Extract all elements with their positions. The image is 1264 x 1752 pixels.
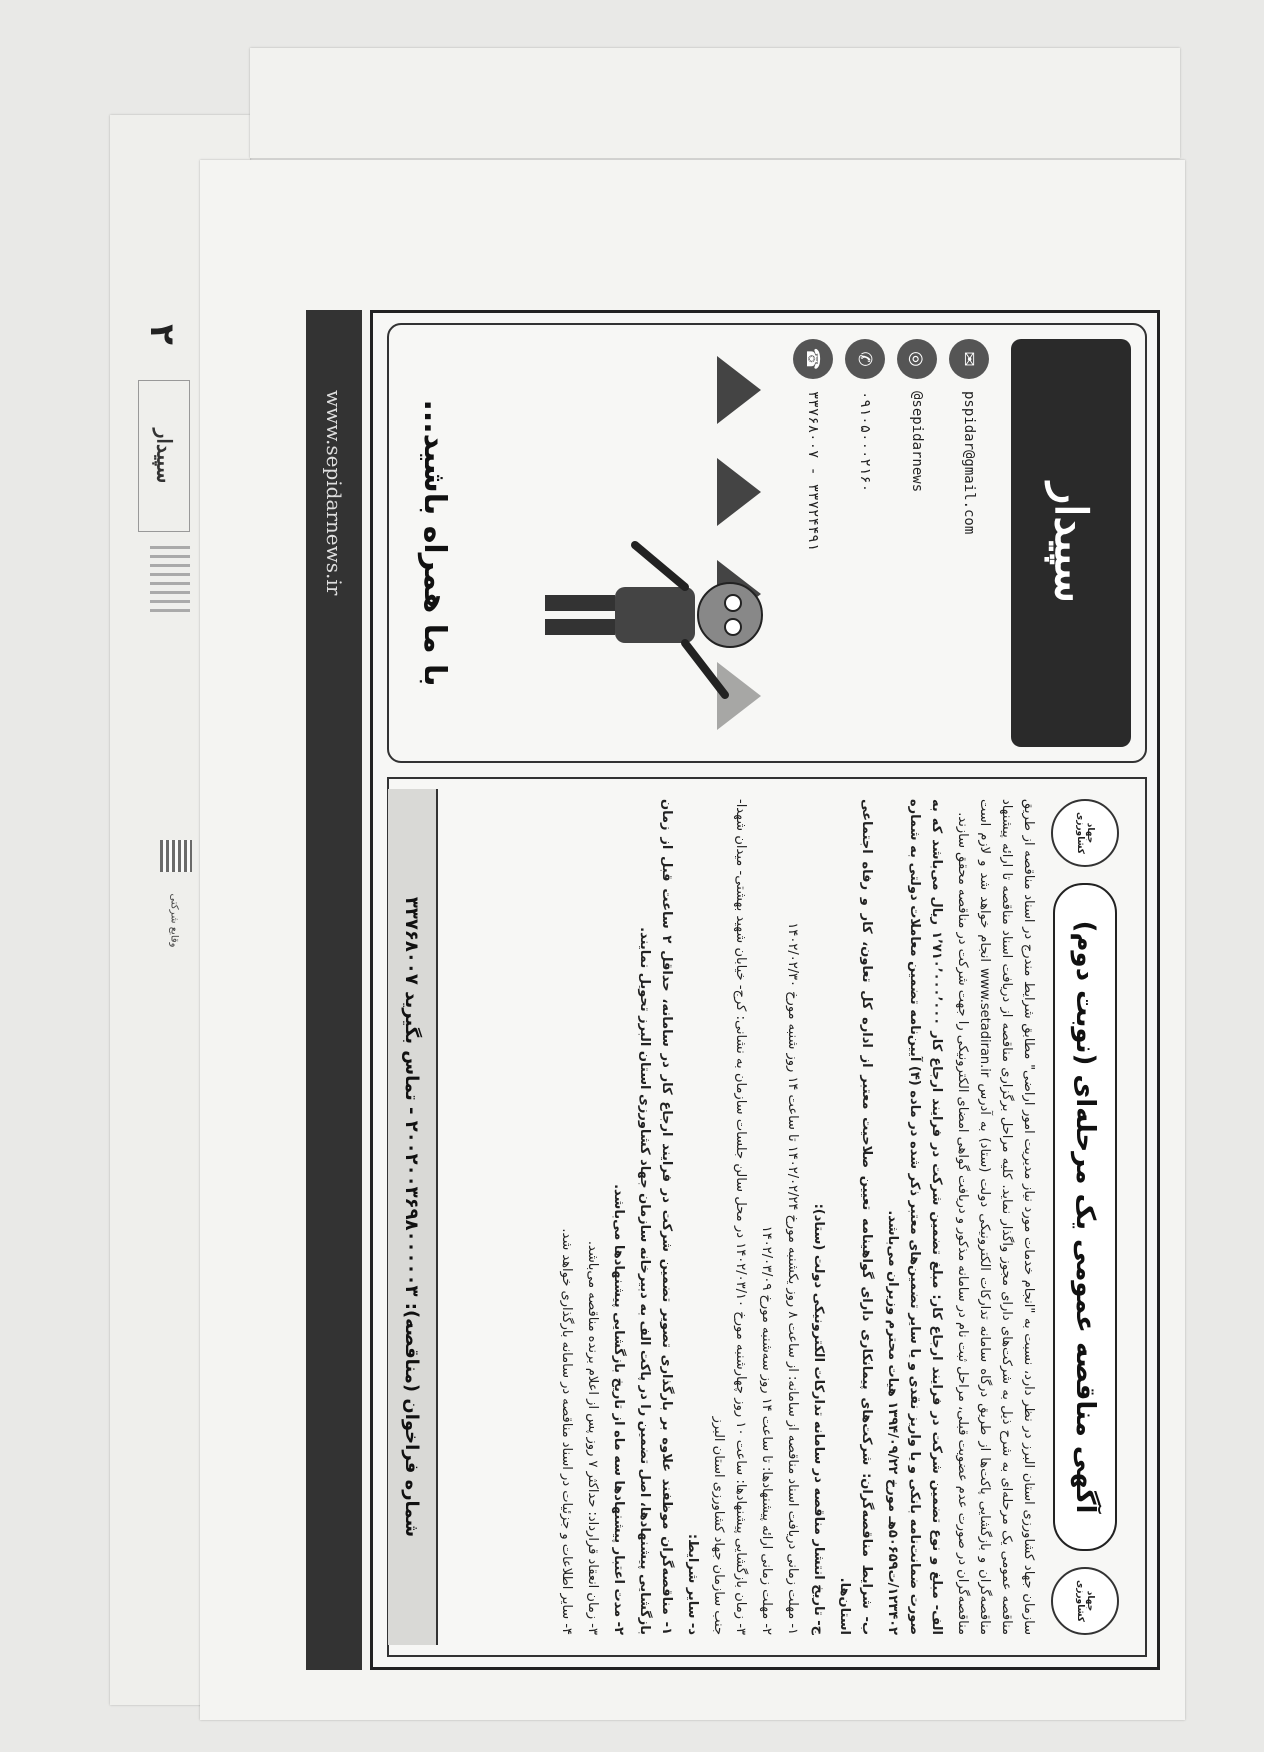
phone-icon: ☎	[793, 339, 833, 379]
contact-instagram	[891, 339, 943, 747]
contact-list	[787, 339, 995, 747]
tender-paragraph: ۲- مدت اعتبار پیشنهادها سه ماه از تاریخ بازگشایی پیشنهادها می‌باشد.	[611, 1184, 626, 1635]
tender-paragraph: ۳- زمان انعقاد قرارداد: حداکثر ۷ روز پس از اعلام برنده مناقصه می‌باشد.	[585, 1240, 600, 1635]
tender-paragraph: د- سایر شرایط:	[685, 1533, 700, 1635]
envelope-icon: ✉	[949, 339, 989, 379]
tender-paragraph: ۱- مهلت زمانی دریافت اسناد مناقصه از سامانه: از ساعت ۸ روز یکشنبه مورخ ۱۴۰۲/۰۲/۲۴ تا ساعت ۱۴ روز شنبه مورخ ۱۴۰۲/۰۲/۳۰	[785, 922, 800, 1635]
whatsapp-icon: ✆	[845, 339, 885, 379]
page-number: ۲	[142, 324, 183, 345]
tender-paragraph: ج- تاریخ انتشار مناقصه در سامانه تدارکات الکترونیکی دولت (ستاد):	[811, 1203, 826, 1635]
footer-bar	[306, 310, 362, 1670]
jihad-emblem-icon: جهاد کشاورزی	[1051, 799, 1119, 867]
tender-title: آگهی مناقصه عمومی یک مرحله‌ای (نوبت دوم)	[1053, 883, 1117, 1551]
contact-text: pspidar@gmail.com	[961, 391, 977, 535]
tender-paragraph: ۲- مهلت زمانی ارائه پیشنهادها: تا ساعت ۱۴ روز سه‌شنبه مورخ ۱۴۰۲/۰۳/۰۹	[759, 1225, 774, 1635]
triangle-icon	[717, 356, 761, 424]
newspaper-advertisement	[300, 310, 1160, 1670]
tender-paragraph: ب- شرایط مناقصه‌گران: شرکت‌های پیمانکاری دارای گواهینامه تعیین صلاحیت معتبر از اداره کل تعاون، کار و رفاه اجتماعی استان‌ها.	[837, 799, 874, 1635]
tender-paragraph: ۱- مناقصه‌گران موظفند علاوه بر بارگذاری تصویر تضمین شرکت در فرایند ارجاع کار در سامانه، حداقل ۲ ساعت قبل از زمان بازگشایی پیشنهادها، اصل تضمین را در پاکت الف به دبیرخانه سازمان جهاد کشاورزی استان البرز تحویل نمایند.	[637, 799, 674, 1635]
top-page-edge	[250, 48, 1180, 158]
contact-phone	[787, 339, 839, 747]
contact-text: ۳۳۷۶۸۰۰۷ - ۳۳۷۲۴۴۹۱	[805, 391, 821, 552]
contact-email	[943, 339, 995, 747]
tender-notice	[387, 777, 1147, 1657]
contact-whatsapp	[839, 339, 891, 747]
tender-paragraph: ۳- زمان بازگشایی پیشنهادها: ساعت ۱۰ روز چهارشنبه مورخ ۱۴۰۲/۰۳/۱۰ در محل سالن جلسات سازمان به نشانی: کرج- خیابان شهید بهشتی- میدان شهدا- جنب سازمان جهاد کشاورزی استان البرز	[711, 799, 748, 1635]
contact-text: @sepidarnews	[909, 391, 925, 493]
qr-code-icon	[160, 840, 192, 872]
contact-text: ۰۹۱۰۵۰۰۰۲۱۶۰	[857, 391, 873, 493]
call-number-bar: شماره فراخوان (مناقصه): ۲۰۰۲۰۰۳۶۹۸۰۰۰۰۰۳ - تماس بگیرید ۳۳۷۶۸۰۰۷	[388, 789, 438, 1645]
jihad-emblem-icon: جهاد کشاورزی	[1051, 1567, 1119, 1635]
person-illustration	[535, 515, 785, 715]
sepidar-logo: سپیدار	[1011, 339, 1131, 747]
ad-frame	[370, 310, 1160, 1670]
back-page-text-lines	[150, 540, 190, 870]
tender-header	[1039, 799, 1131, 1635]
tender-paragraph: سازمان جهاد کشاورزی استان البرز در نظر دارد، نسبت به "انجام خدمات مورد نیاز مدیریت امور اراضی" مطابق شرایط مندرج در اسناد مناقصه از طریق مناقصه عمومی یک مرحله‌ای به شرح ذیل به شرکت‌های دارای مجوز واگذار نماید. کلیه مراحل برگزاری مناقصه از دریافت اسناد مناقصه تا ارائه پیشنهاد مناقصه‌گران و بازگشایی پاکت‌ها از طریق درگاه سامانه تدارکات الکترونیکی دولت (ستاد) به آدرس www.setadiran.ir انجام خواهد شد و لازم است مناقصه‌گران در صورت عدم عضویت قبلی، مراحل ثبت نام در سامانه مذکور و دریافت گواهی امضای الکترونیکی را جهت شرکت در مناقصه محقق سازند.	[955, 799, 1036, 1635]
tender-paragraph: الف- مبلغ و نوع تضمین شرکت در فرایند ارجاع کار: مبلغ تضمین شرکت در فرایند ارجاع کار ۱٬۷۱۰٬۰۰۰٬۰۰۰ ریال می‌باشد که به صورت ضمانت‌نامه بانکی و یا واریز نقدی و یا سایر تضمین‌های معتبر ذکر شده در ماده (۴) آیین‌نامه تضمین معاملات دولتی به شماره ۱۲۳۴۰۲/ت۵۰۶۵۹هـ مورخ ۱۳۹۴/۰۹/۲۲ هیات محترم وزیران می‌باشد.	[885, 799, 944, 1636]
sepidar-promo	[387, 323, 1147, 763]
promo-cta: با ما همراه باشید...	[417, 399, 453, 687]
tender-body	[555, 799, 1039, 1635]
back-page-logo: سپیدار	[138, 380, 190, 532]
website-url[interactable]: www.sepidarnews.ir	[322, 390, 346, 596]
back-page-label: وقایع شرکتی	[168, 893, 180, 947]
instagram-icon: ◎	[897, 339, 937, 379]
tender-paragraph: ۴- سایر اطلاعات و جزئیات در اسناد مناقصه در سامانه بارگذاری خواهد شد.	[559, 1228, 574, 1635]
